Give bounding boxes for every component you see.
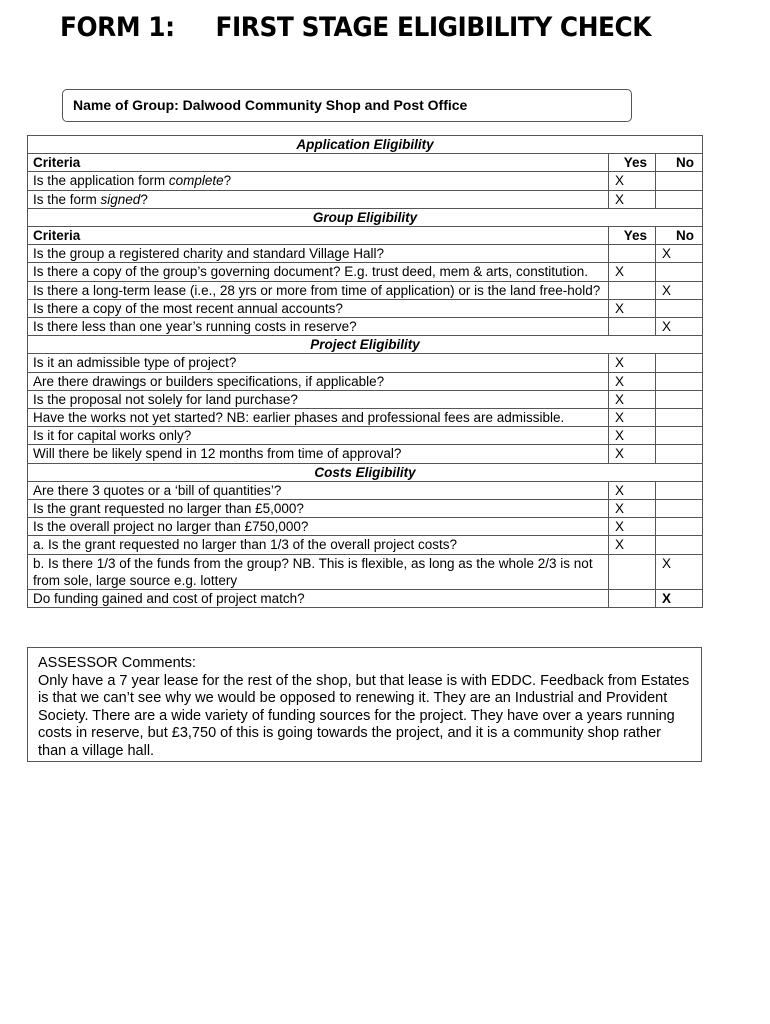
no-mark	[656, 172, 703, 190]
no-mark: X	[656, 318, 703, 336]
criteria-text: Have the works not yet started? NB: earlier phases and professional fees are admissible.	[28, 409, 609, 427]
group-name-box	[62, 89, 632, 122]
table-row	[28, 299, 703, 317]
no-mark	[656, 409, 703, 427]
criteria-text: Is it an admissible type of project?	[28, 354, 609, 372]
table-row	[28, 481, 703, 499]
assessor-comments-heading: ASSESSOR Comments:	[38, 655, 196, 671]
table-row	[28, 318, 703, 336]
criteria-header-row	[28, 227, 703, 245]
section-title: Project Eligibility	[28, 336, 703, 354]
criteria-text: Is the proposal not solely for land purchase?	[28, 390, 609, 408]
no-mark	[656, 263, 703, 281]
section-title: Application Eligibility	[28, 136, 703, 154]
no-mark	[656, 518, 703, 536]
eligibility-table	[27, 135, 703, 608]
yes-mark	[609, 318, 656, 336]
yes-mark	[609, 245, 656, 263]
no-mark	[656, 445, 703, 463]
criteria-text: Is the application form complete?	[28, 172, 609, 190]
yes-mark: X	[609, 500, 656, 518]
group-name-label: Name of Group:	[73, 97, 183, 113]
no-mark	[656, 390, 703, 408]
yes-mark: X	[609, 390, 656, 408]
no-mark	[656, 372, 703, 390]
yes-mark: X	[609, 172, 656, 190]
criteria-text: Is it for capital works only?	[28, 427, 609, 445]
criteria-text: Is there a copy of the most recent annual accounts?	[28, 299, 609, 317]
table-row	[28, 518, 703, 536]
table-row	[28, 372, 703, 390]
no-mark	[656, 536, 703, 554]
table-row	[28, 390, 703, 408]
criteria-label: Criteria	[28, 227, 609, 245]
yes-mark: X	[609, 409, 656, 427]
criteria-text: Is the grant requested no larger than £5,000?	[28, 500, 609, 518]
table-row	[28, 445, 703, 463]
yes-mark: X	[609, 263, 656, 281]
table-row	[28, 281, 703, 299]
yes-mark: X	[609, 518, 656, 536]
yes-mark: X	[609, 481, 656, 499]
assessor-comments-text: Only have a 7 year lease for the rest of the shop, but that lease is with EDDC. Feedback from Estates is that we can’t see why we would be opposed to renewing it. They are an Industrial and Provident Society. There are a wide variety of funding sources for the project. They have over a years running costs in reserve, but £3,750 of this is going towards the project, and it is a community shop rather than a village hall.	[38, 672, 690, 759]
criteria-text: b. Is there 1/3 of the funds from the group? NB. This is flexible, as long as the whole 2/3 is not from sole, large source e.g. lottery	[28, 554, 609, 589]
table-row	[28, 245, 703, 263]
yes-mark: X	[609, 536, 656, 554]
yes-mark: X	[609, 190, 656, 208]
table-row	[28, 263, 703, 281]
no-mark: X	[656, 554, 703, 589]
assessor-comments-box	[27, 647, 702, 762]
criteria-text: Are there drawings or builders specifications, if applicable?	[28, 372, 609, 390]
criteria-text: Is there a copy of the group’s governing document? E.g. trust deed, mem & arts, constitution.	[28, 263, 609, 281]
yes-mark	[609, 590, 656, 608]
section-header-costs	[28, 463, 703, 481]
table-row	[28, 590, 703, 608]
table-row	[28, 500, 703, 518]
section-title: Group Eligibility	[28, 208, 703, 226]
yes-mark: X	[609, 372, 656, 390]
section-header-group	[28, 208, 703, 226]
table-row	[28, 427, 703, 445]
criteria-text: Is the group a registered charity and standard Village Hall?	[28, 245, 609, 263]
no-mark: X	[656, 590, 703, 608]
no-mark	[656, 190, 703, 208]
no-mark	[656, 427, 703, 445]
criteria-text: Is there less than one year’s running costs in reserve?	[28, 318, 609, 336]
table-row	[28, 409, 703, 427]
criteria-text: Do funding gained and cost of project match?	[28, 590, 609, 608]
section-header-application	[28, 136, 703, 154]
yes-mark	[609, 281, 656, 299]
yes-mark: X	[609, 354, 656, 372]
yes-mark: X	[609, 427, 656, 445]
criteria-text: Will there be likely spend in 12 months from time of approval?	[28, 445, 609, 463]
yes-mark	[609, 554, 656, 589]
criteria-text: Is the form signed?	[28, 190, 609, 208]
criteria-text: a. Is the grant requested no larger than 1/3 of the overall project costs?	[28, 536, 609, 554]
section-header-project	[28, 336, 703, 354]
group-name-value: Dalwood Community Shop and Post Office	[182, 97, 468, 113]
section-title: Costs Eligibility	[28, 463, 703, 481]
criteria-text: Is there a long-term lease (i.e., 28 yrs or more from time of application) or is the land free-hold?	[28, 281, 609, 299]
table-row	[28, 354, 703, 372]
yes-column-header: Yes	[609, 154, 656, 172]
table-row	[28, 190, 703, 208]
yes-column-header: Yes	[609, 227, 656, 245]
yes-mark: X	[609, 299, 656, 317]
form-title: FORM 1: FIRST STAGE ELIGIBILITY CHECK	[60, 12, 652, 43]
no-mark: X	[656, 245, 703, 263]
no-mark	[656, 500, 703, 518]
no-column-header: No	[656, 227, 703, 245]
table-row	[28, 554, 703, 589]
criteria-text: Is the overall project no larger than £750,000?	[28, 518, 609, 536]
criteria-label: Criteria	[28, 154, 609, 172]
criteria-header-row	[28, 154, 703, 172]
table-row	[28, 536, 703, 554]
yes-mark: X	[609, 445, 656, 463]
criteria-text: Are there 3 quotes or a ‘bill of quantities’?	[28, 481, 609, 499]
no-mark	[656, 481, 703, 499]
no-column-header: No	[656, 154, 703, 172]
table-row	[28, 172, 703, 190]
no-mark	[656, 354, 703, 372]
no-mark: X	[656, 281, 703, 299]
no-mark	[656, 299, 703, 317]
